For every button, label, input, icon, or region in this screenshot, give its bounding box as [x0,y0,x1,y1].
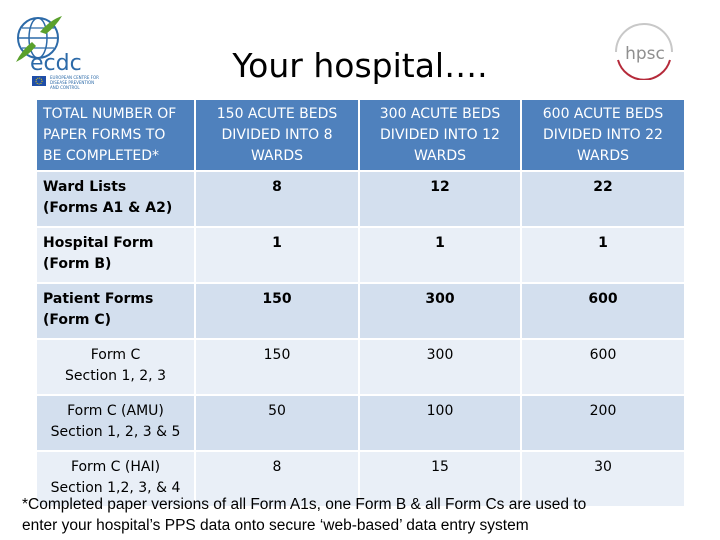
cell-150-beds: 150 [195,283,359,339]
forms-table [37,100,686,508]
cell-600-beds: 30 [521,451,685,507]
cell-600-beds: 1 [521,227,685,283]
cell-600-beds: 22 [521,171,685,227]
cell-300-beds: 1 [359,227,521,283]
cell-150-beds: 8 [195,171,359,227]
page-title: Your hospital…. [232,46,488,85]
cell-300-beds: 100 [359,395,521,451]
row-label: Form C (AMU) Section 1, 2, 3 & 5 [37,395,195,451]
table-row-form-c [37,339,685,395]
cell-150-beds: 50 [195,395,359,451]
table-row-form-c-amu [37,395,685,451]
header-600-beds: 600 ACUTE BEDS DIVIDED INTO 22 WARDS [521,100,685,171]
row-label: Patient Forms (Form C) [37,283,195,339]
svg-text:DISEASE PREVENTION: DISEASE PREVENTION [50,80,95,85]
cell-600-beds: 200 [521,395,685,451]
header-150-beds: 150 ACUTE BEDS DIVIDED INTO 8 WARDS [195,100,359,171]
cell-300-beds: 300 [359,339,521,395]
cell-300-beds: 12 [359,171,521,227]
row-label: Ward Lists (Forms A1 & A2) [37,171,195,227]
table-header-row [37,100,685,171]
cell-150-beds: 1 [195,227,359,283]
svg-text:EUROPEAN CENTRE FOR: EUROPEAN CENTRE FOR [50,75,99,80]
header-300-beds: 300 ACUTE BEDS DIVIDED INTO 12 WARDS [359,100,521,171]
svg-text:AND CONTROL: AND CONTROL [50,85,80,90]
cell-150-beds: 150 [195,339,359,395]
table-row-patient-forms [37,283,685,339]
cell-600-beds: 600 [521,283,685,339]
header-total-forms: TOTAL NUMBER OF PAPER FORMS TO BE COMPLETED* [37,100,195,171]
table-row-ward-lists [37,171,685,227]
ecdc-wordmark: ecdc [30,51,82,76]
cell-300-beds: 300 [359,283,521,339]
footnote: *Completed paper versions of all Form A1s, one Form B & all Form Cs are used to enter your hospital’s PPS data onto secure ‘web-based’ data entry system [22,496,587,534]
cell-300-beds: 15 [359,451,521,507]
table-row-hospital-form [37,227,685,283]
row-label: Form C (HAI) Section 1,2, 3, & 4 [37,451,195,507]
cell-600-beds: 600 [521,339,685,395]
cell-150-beds: 8 [195,451,359,507]
row-label: Form C Section 1, 2, 3 [37,339,195,395]
hpsc-wordmark: hpsc [625,44,665,64]
row-label: Hospital Form (Form B) [37,227,195,283]
